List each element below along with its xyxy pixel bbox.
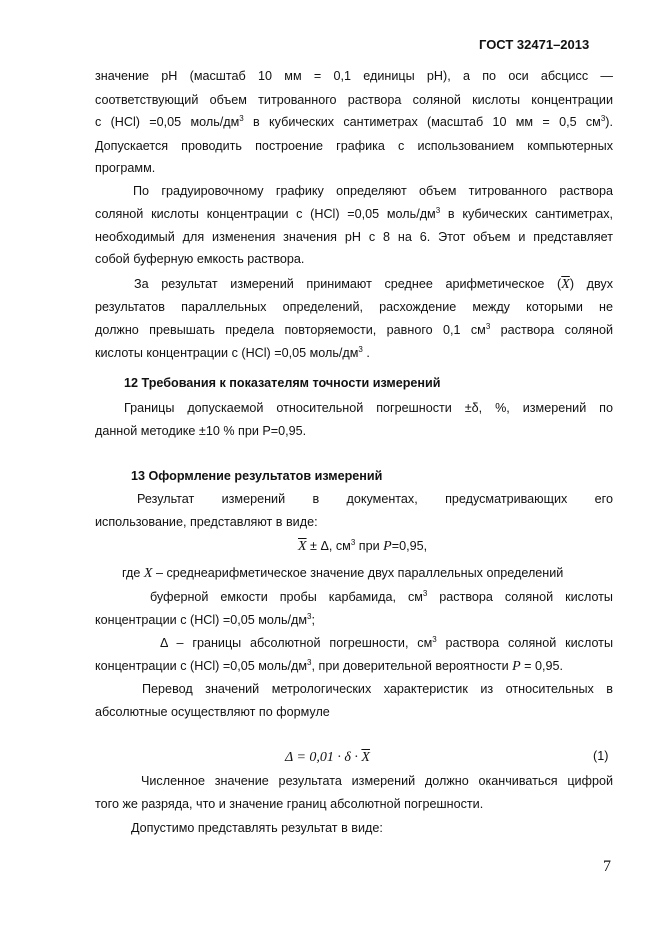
text-segment: Допускается проводить построение графика с использованием компьютерных — [95, 139, 613, 153]
text-line — [95, 92, 613, 108]
text-segment: концентрации с (HCl) =0,05 моль/дм — [95, 613, 308, 627]
superscript: 3 — [435, 206, 441, 215]
text-line — [95, 796, 483, 812]
text-line — [298, 538, 427, 555]
math-symbol: P — [383, 539, 392, 554]
text-segment: должно превышать предела повторяемости, равного 0,1 см — [95, 323, 486, 337]
text-segment: в кубических сантиметрах (масштаб 10 мм = 0,5 см — [243, 115, 601, 129]
text-line — [160, 635, 613, 651]
text-line — [95, 138, 613, 154]
superscript: 3 — [422, 589, 428, 598]
math-symbol: $\overline{X}$ — [298, 539, 307, 554]
text-segment: Результат измерений в документах, предусматривающих его — [137, 492, 613, 506]
text-segment: в кубических сантиметрах, — [440, 207, 613, 221]
text-line — [134, 276, 613, 293]
text-line — [142, 681, 613, 697]
text-line — [122, 565, 563, 582]
text-segment: ; — [311, 613, 315, 627]
math-symbol: Δ = 0,01 · δ · — [285, 750, 362, 765]
text-line — [133, 183, 613, 199]
superscript: 3 — [350, 538, 356, 547]
text-line — [95, 114, 613, 130]
text-segment: . — [362, 346, 370, 360]
text-segment: – среднеарифметическое значение двух параллельных определений — [152, 566, 564, 580]
text-line — [95, 423, 306, 439]
superscript: 3 — [600, 114, 606, 123]
text-segment: концентрации с (HCl) =0,05 моль/дм — [95, 659, 308, 673]
superscript: 3 — [485, 322, 491, 331]
text-line — [95, 658, 563, 675]
text-segment: значение pH (масштаб 10 мм = 0,1 единицы pH), а по оси абсцисс — — [95, 69, 613, 83]
text-line — [150, 589, 613, 605]
equation-number: (1) — [593, 749, 609, 763]
text-segment: того же разряда, что и значение границ абсолютной погрешности. — [95, 797, 484, 811]
text-segment: По градуировочному графику определяют объем титрованного раствора — [133, 184, 613, 198]
text-line — [95, 322, 613, 338]
text-segment: где — [122, 566, 144, 580]
text-segment: ) двух — [569, 277, 613, 291]
text-segment: раствора соляной кислоты — [436, 636, 614, 650]
text-line — [131, 820, 383, 836]
text-segment: необходимый для изменения значения pH с 8 на 6. Этот объем и представляет — [95, 230, 613, 244]
text-segment: собой буферную емкость раствора. — [95, 252, 305, 266]
text-line — [95, 345, 370, 361]
text-segment: ). — [605, 115, 613, 129]
math-symbol: X — [143, 566, 153, 581]
text-segment: программ. — [95, 161, 156, 175]
text-line — [95, 704, 330, 720]
text-line — [137, 491, 613, 507]
text-line — [95, 206, 613, 222]
text-line — [141, 773, 613, 789]
text-segment: Численное значение результата измерений должно оканчиваться цифрой — [141, 774, 613, 788]
text-segment: За результат измерений принимают среднее арифметическое ( — [134, 277, 562, 291]
document-header: ГОСТ 32471–2013 — [479, 37, 590, 52]
text-segment: данной методике ±10 % при P=0,95. — [95, 424, 307, 438]
text-segment: раствора соляной кислоты — [427, 590, 613, 604]
text-line — [95, 160, 155, 176]
text-segment: использование, представляют в виде: — [95, 515, 318, 529]
superscript: 3 — [307, 612, 312, 621]
text-segment: соответствующий объем титрованного раствора соляной кислоты концентрации — [95, 93, 613, 107]
text-segment: буферной емкости пробы карбамида, см — [150, 590, 423, 604]
superscript: 3 — [358, 345, 363, 354]
section-heading — [131, 468, 382, 484]
text-segment: , при доверительной вероятности — [311, 659, 513, 673]
section-heading — [124, 375, 441, 391]
math-symbol: $\overline{X}$ — [361, 750, 370, 765]
text-segment: 12 Требования к показателям точности измерений — [124, 376, 441, 390]
text-segment: Допустимо представлять результат в виде: — [131, 821, 383, 835]
text-line — [124, 400, 613, 416]
text-line — [95, 68, 613, 84]
text-segment: абсолютные осуществляют по формуле — [95, 705, 330, 719]
text-segment: Δ – границы абсолютной погрешности, см — [160, 636, 433, 650]
text-segment: раствора соляной — [490, 323, 613, 337]
text-line — [285, 749, 370, 766]
text-segment: = 0,95. — [520, 659, 564, 673]
text-line — [95, 229, 613, 245]
text-segment: 13 Оформление результатов измерений — [131, 469, 383, 483]
text-segment: кислоты концентрации с (HCl) =0,05 моль/дм — [95, 346, 359, 360]
text-segment: соляной кислоты концентрации с (HCl) =0,05 моль/дм — [95, 207, 436, 221]
math-symbol: $\overline{X}$ — [561, 277, 570, 292]
text-line — [95, 251, 304, 267]
superscript: 3 — [432, 635, 437, 644]
text-segment: с (HCl) =0,05 моль/дм — [95, 115, 240, 129]
text-line — [95, 299, 613, 315]
math-symbol: P — [512, 659, 521, 674]
superscript: 3 — [307, 658, 312, 667]
text-segment: Перевод значений метрологических характеристик из относительных в — [142, 682, 613, 696]
text-segment: при — [355, 539, 384, 553]
superscript: 3 — [239, 114, 244, 123]
text-line — [95, 612, 315, 628]
page-number: 7 — [603, 858, 611, 875]
text-segment: Границы допускаемой относительной погрешности ±δ, %, измерений по — [124, 401, 613, 415]
text-segment: ± Δ, см — [306, 539, 351, 553]
text-segment: =0,95, — [391, 539, 428, 553]
text-segment: результатов параллельных определений, расхождение между которыми не — [95, 300, 613, 314]
text-line — [95, 514, 318, 530]
